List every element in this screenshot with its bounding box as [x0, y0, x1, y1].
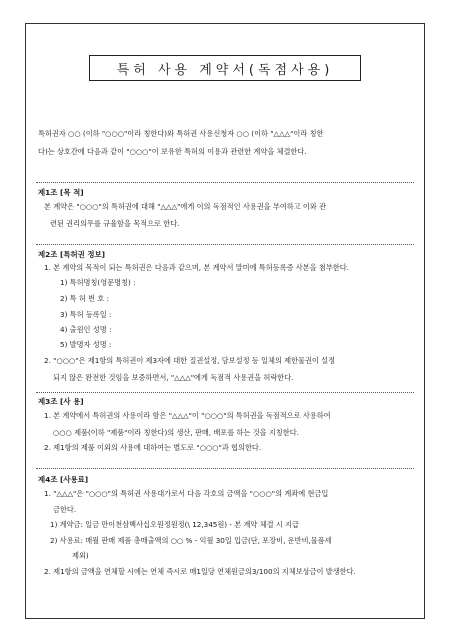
preamble-line-2: 다)는 상호간에 다음과 같이 "○○○"이 보유한 특허의 이용과 관련한 계약을 체결한다. — [38, 147, 307, 156]
article4-fee-1: 1) 계약금: 일금 만이천삼백사십오원정원정(\ 12,345원) - 본 계약 체결 시 지급 — [50, 520, 299, 529]
article3-heading: 제3조 [사 용] — [38, 397, 84, 406]
article2-sub-4: 4) 출원인 성명 : — [60, 325, 112, 334]
article3-item-2: 2. 제1항의 제품 이외의 사용에 대하여는 별도로 "○○○"과 협의한다. — [44, 443, 262, 452]
article4-heading: 제4조 [사용료] — [38, 475, 89, 484]
article4-fee-2-line-2: 제외) — [72, 551, 89, 560]
divider-1 — [36, 182, 414, 183]
title-box — [89, 55, 361, 81]
document-title: 특허 사용 계약서(독점사용) — [116, 62, 334, 78]
article3-item-1-line-1: 1. 본 계약에서 특허권의 사용이라 함은 "△△△"이 "○○○"의 특허권을 독점적으로 사용하여 — [44, 411, 331, 420]
divider-3 — [36, 392, 414, 393]
divider-4 — [36, 468, 414, 469]
divider-2 — [36, 244, 414, 245]
article4-fee-2-line-1: 2) 사용료: 매월 판매 제품 총매출액의 ○○ % - 익월 30일 입금(단, 포장비, 운반비,물품세 — [50, 536, 332, 545]
article1-heading: 제1조 [목 적] — [38, 188, 84, 197]
article4-item-1-line-1: 1. "△△△"은 "○○○"의 특허권 사용대가로서 다음 각호의 금액을 "○○○"의 계좌에 현금입 — [44, 489, 329, 498]
article1-line-2: 련된 권리의무를 규율함을 목적으로 한다. — [50, 219, 180, 228]
article4-item-2: 2. 제1항의 금액을 연체할 시에는 연체 즉시로 매1일당 연체원금의3/100의 지체보상금이 발생한다. — [44, 567, 356, 576]
article3-item-1-line-2: ○○○ 제품(이하 "제품"이라 칭한다)의 생산, 판매, 배포를 하는 것을 지칭한다. — [53, 428, 299, 437]
article2-sub-3: 3) 특허 등록일 : — [60, 310, 112, 319]
article2-heading: 제2조 [특허권 정보] — [38, 250, 106, 259]
article2-sub-5: 5) 발명자 성명 : — [60, 340, 112, 349]
article2-sub-2: 2) 특 허 번 호 : — [60, 294, 109, 303]
article1-line-1: 본 계약은 "○○○"의 특허권에 대해 "△△△"에게 이의 독점적인 사용권을 부여하고 이와 관 — [44, 202, 327, 211]
article4-item-1-line-2: 금한다. — [53, 505, 77, 514]
article2-item-2-line-2: 되지 않은 완전한 것임을 보증하면서, "△△△"에게 독점적 사용권을 허락한다. — [53, 373, 294, 382]
article2-item-2-line-1: 2. "○○○"은 제1항의 특허권이 제3자에 대한 질권설정, 담보설정 등 일체의 제한물권이 설정 — [44, 356, 336, 365]
article2-item-1: 1. 본 계약의 목적이 되는 특허권은 다음과 같으며, 본 계약서 말미에 특허등록증 사본을 첨부한다. — [44, 263, 349, 272]
article2-sub-1: 1) 특허명칭(영문명칭) : — [60, 278, 136, 287]
preamble-line-1: 특허권자 ○○ (이하 "○○○"이라 칭한다)와 특허권 사용신청자 ○○ (이하 "△△△"이라 칭한 — [38, 129, 324, 138]
